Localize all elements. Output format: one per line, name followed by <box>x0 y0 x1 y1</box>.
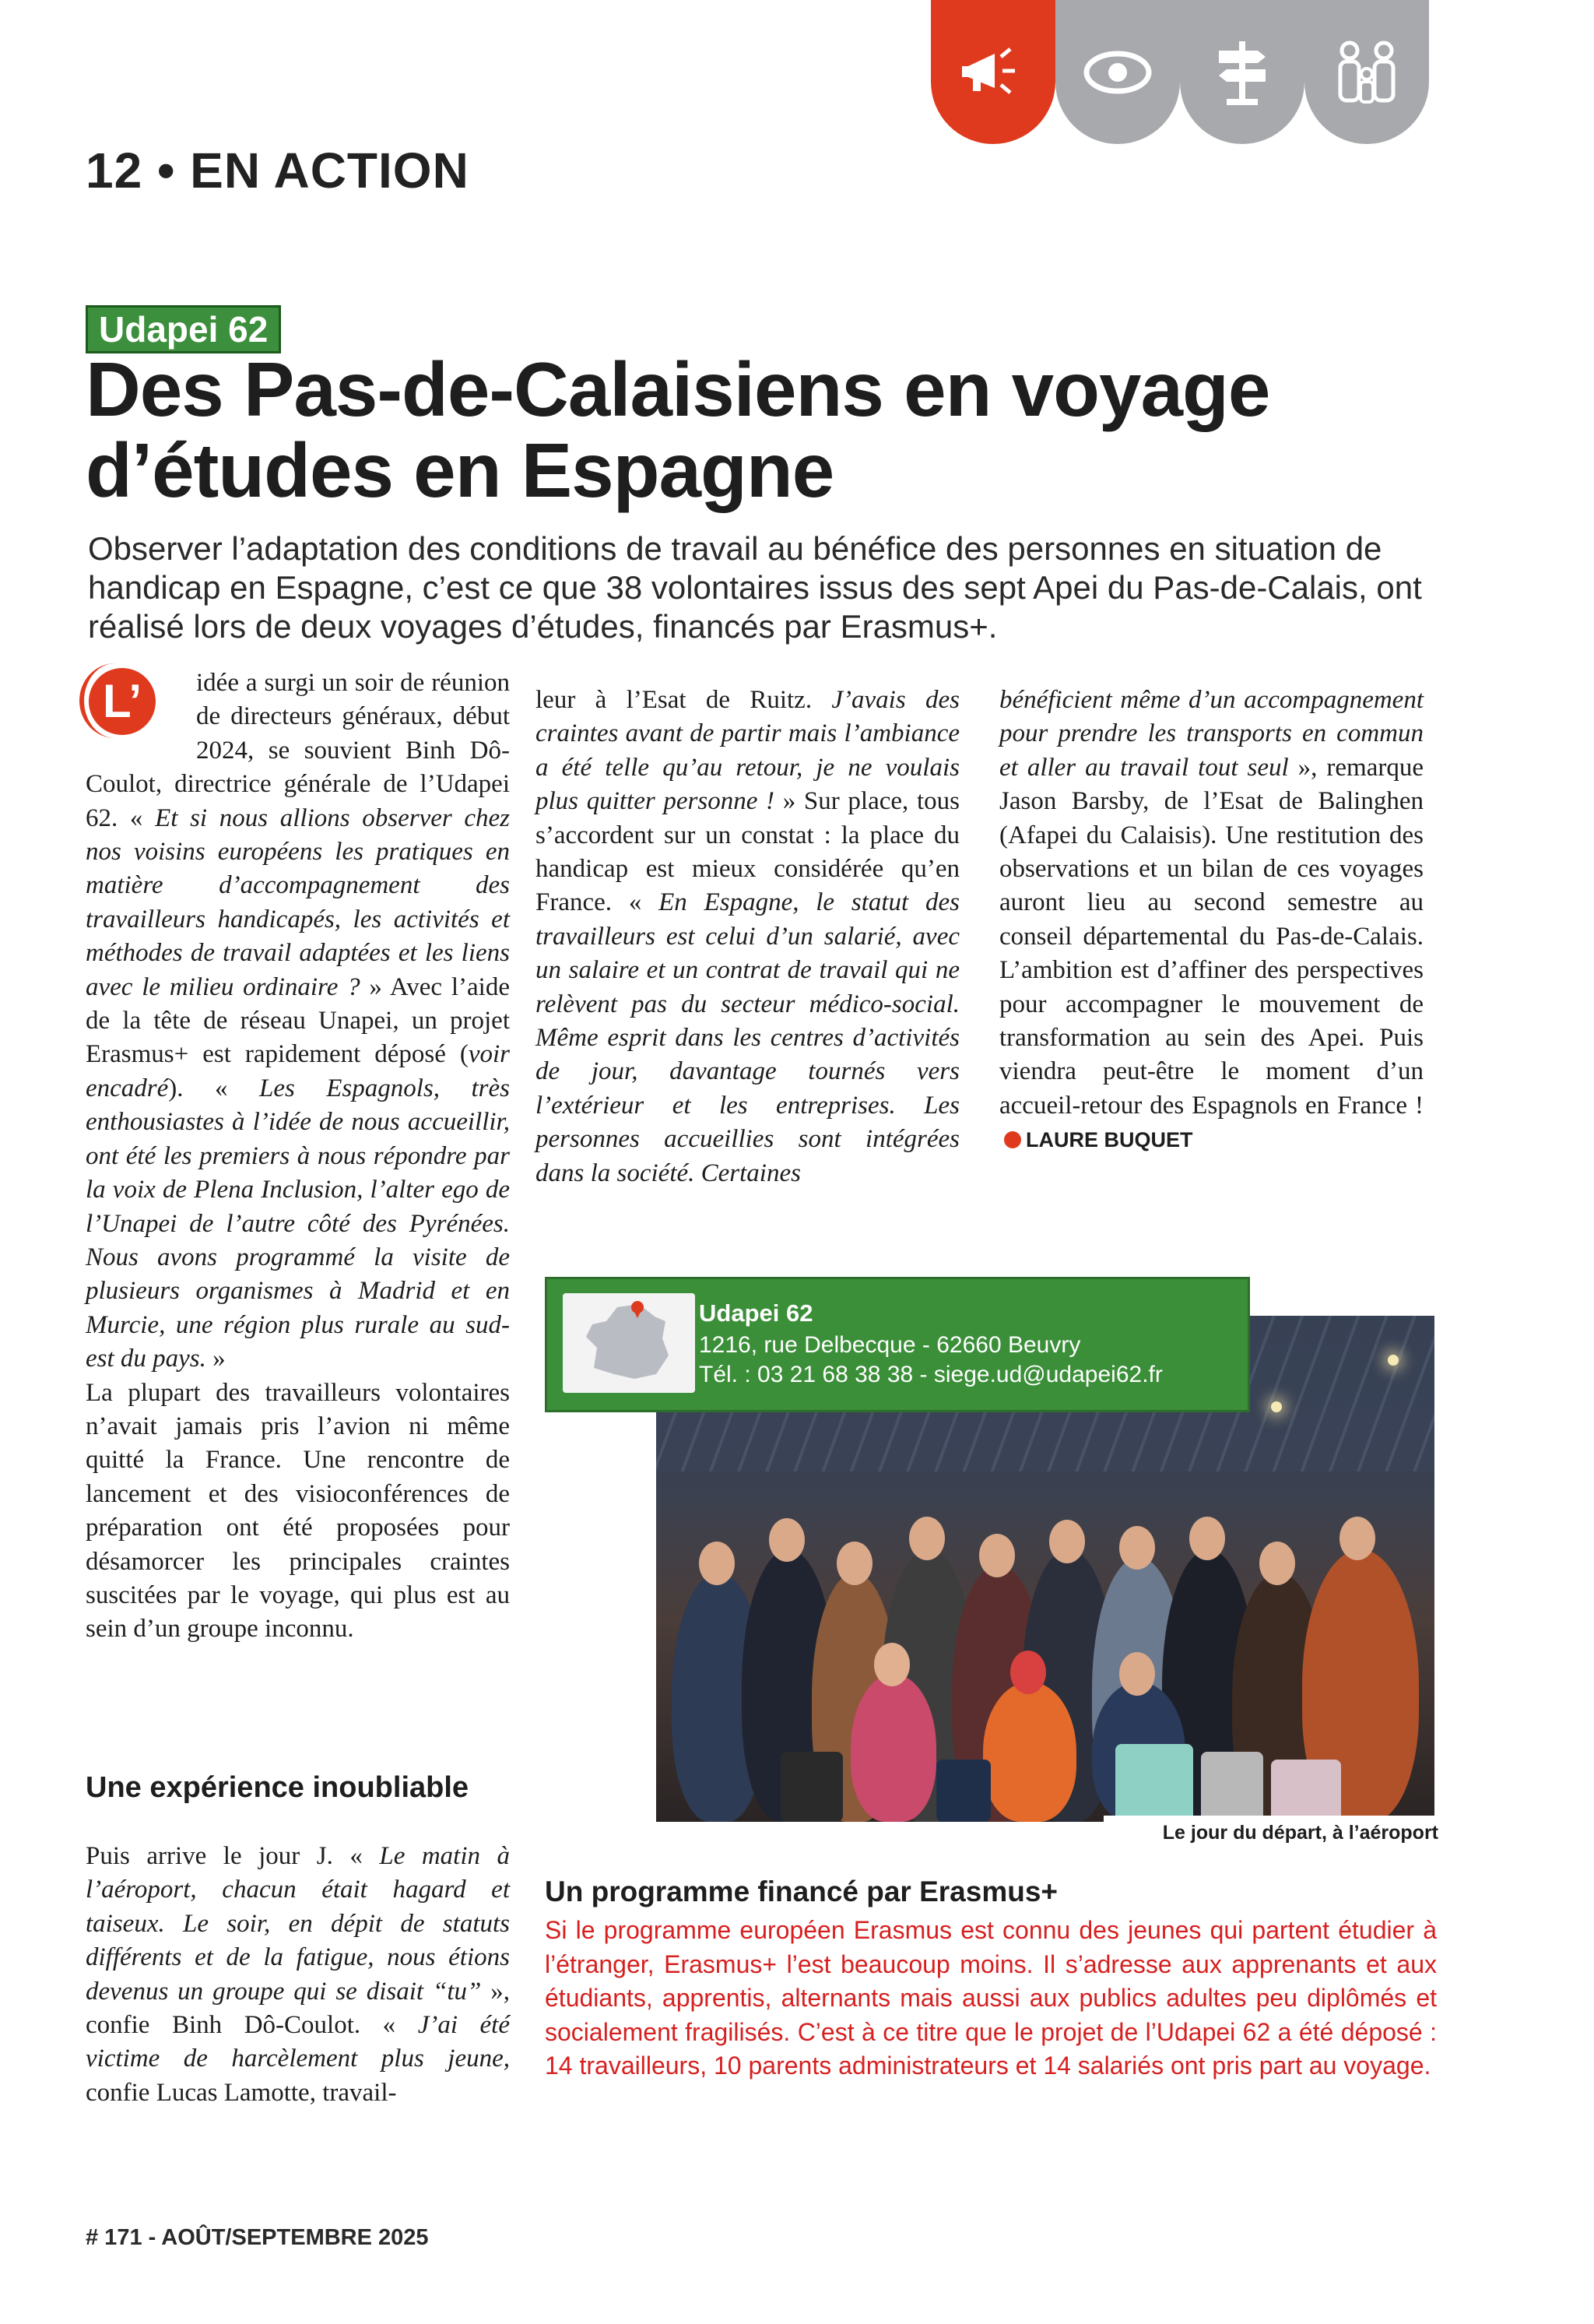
text-run: Puis arrive le jour J. « <box>86 1842 380 1870</box>
italic-quote: En Espagne, le statut des travailleurs est celui d’un salarié, avec un salaire et un contrat de travail qui ne relèvent pas du secteur médico-social. Même esprit dans les centres d’activités de jour, davantage tournés vers l’extérieur et les entreprises. Les personnes accueillies sont intégrées dans la société. Certaines <box>535 888 960 1187</box>
text-run: ). « <box>168 1074 259 1102</box>
france-map-icon <box>563 1293 695 1393</box>
photo-head <box>1119 1652 1155 1696</box>
paragraph <box>86 666 510 1376</box>
italic-quote: Les Espagnols, très enthousiastes à l’idée de nous accueillir, ont été les premiers à nous répondre par la voix de Plena Inclusion, l’alter ego de l’Unapei de l’autre côté des Pyrénées. Nous avons programmé la visite de plusieurs organismes à Madrid et en Murcie, une région plus rurale au sud-est du pays. <box>86 1074 510 1373</box>
text-run: idée a surgi un soir de réunion de directeurs généraux, début 2024, se souvient Binh Dô-Coulot, directrice générale de l’Udapei 62. « <box>86 669 510 832</box>
photo-head <box>837 1542 872 1585</box>
article-lead: Observer l’adaptation des conditions de travail au bénéfice des personnes en situation de handicap en Espagne, c’est ce que 38 volontaires issus des sept Apei du Pas-de-Calais, ont réalisé lors de deux voyages d’études, financés par Erasmus+. <box>88 530 1422 645</box>
rich-text <box>999 686 1424 1120</box>
photo-person-front <box>983 1682 1076 1822</box>
map-card <box>563 1293 695 1393</box>
photo-head <box>1339 1517 1375 1560</box>
text-run: confie Lucas Lamotte, travail- <box>86 2078 397 2107</box>
photo-suitcase <box>1115 1744 1193 1822</box>
text-run: », confie Binh Dô-Coulot. « <box>86 1977 510 2040</box>
italic-quote: J’ai été victime de harcèlement plus jeune, <box>86 2011 510 2073</box>
photo-head <box>1259 1542 1295 1585</box>
photo-head <box>1049 1520 1085 1563</box>
megaphone-icon <box>954 33 1032 111</box>
photo-head <box>699 1542 735 1585</box>
rich-text <box>86 669 510 1373</box>
erasmus-box-title: Un programme financé par Erasmus+ <box>545 1876 1059 1907</box>
author-dot-icon <box>1004 1131 1021 1148</box>
eye-icon <box>1079 33 1157 111</box>
photo-head <box>909 1517 945 1560</box>
article-column-2 <box>535 684 960 1190</box>
contact-address: 1216, rue Delbecque - 62660 Beuvry <box>699 1332 1081 1358</box>
tab-orientation[interactable] <box>1180 0 1304 144</box>
photo-head <box>874 1643 910 1686</box>
paragraph <box>86 1840 510 2110</box>
paragraph <box>535 684 960 1190</box>
article-subhead: Une expérience inoubliable <box>86 1771 469 1804</box>
article-column-3 <box>999 684 1424 1158</box>
photo-head <box>979 1534 1015 1577</box>
issue-footer: # 171 - AOÛT/SEPTEMBRE 2025 <box>86 2225 429 2250</box>
photo-light <box>1271 1401 1282 1412</box>
tab-observe[interactable] <box>1055 0 1180 144</box>
italic-quote: Et si nous allions observer chez nos voisins européens les pratiques en matière d’accompagnement des travailleurs handicapés, les activités et méthodes de travail adaptées et les liens avec le milieu ordinaire ? <box>86 803 511 1001</box>
signpost-icon <box>1203 33 1281 111</box>
photo-caption: Le jour du départ, à l’aéroport <box>1104 1816 1443 1850</box>
section-separator: • <box>156 142 176 199</box>
photo-suitcase <box>1271 1760 1341 1822</box>
italic-quote: Le matin à l’aéroport, chacun était hagard et taiseux. Le soir, en dépit de statuts différents et de la fatigue, nous étions devenus un groupe qui se disait “tu” <box>86 1842 511 2006</box>
family-icon <box>1328 33 1406 111</box>
tab-action[interactable] <box>931 0 1055 144</box>
photo-suitcase <box>936 1760 991 1822</box>
page-number: 12 <box>86 142 143 199</box>
dropcap-letter: L’ <box>89 668 156 735</box>
paragraph <box>999 684 1424 1158</box>
italic-quote: J’avais des craintes avant de partir mais l’ambiance a été telle qu’au retour, je ne voulais plus quitter personne ! <box>535 686 960 816</box>
erasmus-box-text: Si le programme européen Erasmus est connu des jeunes qui partent étudier à l’étranger, Erasmus+ l’est beaucoup moins. Il s’adresse aux apprenants et aux étudiants, apprentis, alternants mais aussi aux publics adultes peu diplômés et socialement fragilisés. C’est à ce titre que le projet de l’Udapei 62 a été déposé : 14 travailleurs, 10 parents administrateurs et 14 salariés ont pris part au voyage. <box>545 1916 1437 2080</box>
udapei-contact-box <box>545 1277 1250 1412</box>
photo-suitcase <box>1201 1752 1263 1822</box>
article-headline: Des Pas-de-Calaisiens en voyage d’études en Espagne <box>86 346 1270 513</box>
article-column-1-continued <box>86 1840 510 2110</box>
section-header <box>86 142 469 199</box>
author-name: LAURE BUQUET <box>1026 1128 1193 1152</box>
photo-head <box>1010 1651 1046 1694</box>
article-kicker: Udapei 62 <box>86 305 281 353</box>
tab-family[interactable] <box>1304 0 1429 144</box>
section-title: EN ACTION <box>190 142 469 199</box>
photo-person-front <box>851 1674 936 1822</box>
contact-phone-email: Tél. : 03 21 68 38 38 - siege.ud@udapei62.fr <box>699 1362 1163 1387</box>
italic-quote: voir encadré <box>86 1040 510 1102</box>
paragraph: La plupart des travailleurs volontaires n’avait jamais pris l’avion ni même quitté la France. Une rencontre de lancement et des visioconférences de préparation ont été proposées pour désamorcer les principales craintes suscitées par le voyage, qui plus est au sein d’un groupe inconnu. <box>86 1378 510 1644</box>
text-run: » Avec l’aide de la tête de réseau Unapei, un projet Erasmus+ est rapidement déposé ( <box>86 972 510 1069</box>
photo-head <box>769 1518 805 1562</box>
contact-name: Udapei 62 <box>699 1299 813 1327</box>
photo-suitcase <box>781 1752 843 1822</box>
text-run: » <box>205 1345 226 1373</box>
photo-light <box>1388 1355 1399 1366</box>
text-run: » Sur place, tous s’accordent sur un constat : la place du handicap est mieux considérée qu’en France. « <box>535 787 960 917</box>
text-run: leur à l’Esat de Ruitz. <box>535 686 832 714</box>
text-run: », remarque Jason Barsby, de l’Esat de Balinghen (Afapei du Calaisis). Une restitution des observations et un bilan de ces voyages auront lieu au second semestre au conseil départemental du Pas-de-Calais. L’ambition est d’affiner des perspectives pour accompagner le mouvement de transformation au sein des Apei. Puis viendra peut-être le moment d’un accueil-retour des Espagnols en France ! <box>999 753 1424 1120</box>
photo-head <box>1189 1517 1225 1560</box>
article-column-1 <box>86 666 510 1647</box>
photo-head <box>1119 1526 1155 1570</box>
dropcap <box>86 668 185 735</box>
italic-quote: bénéficient même d’un accompagnement pour prendre les transports en commun et aller au travail tout seul <box>999 686 1424 782</box>
